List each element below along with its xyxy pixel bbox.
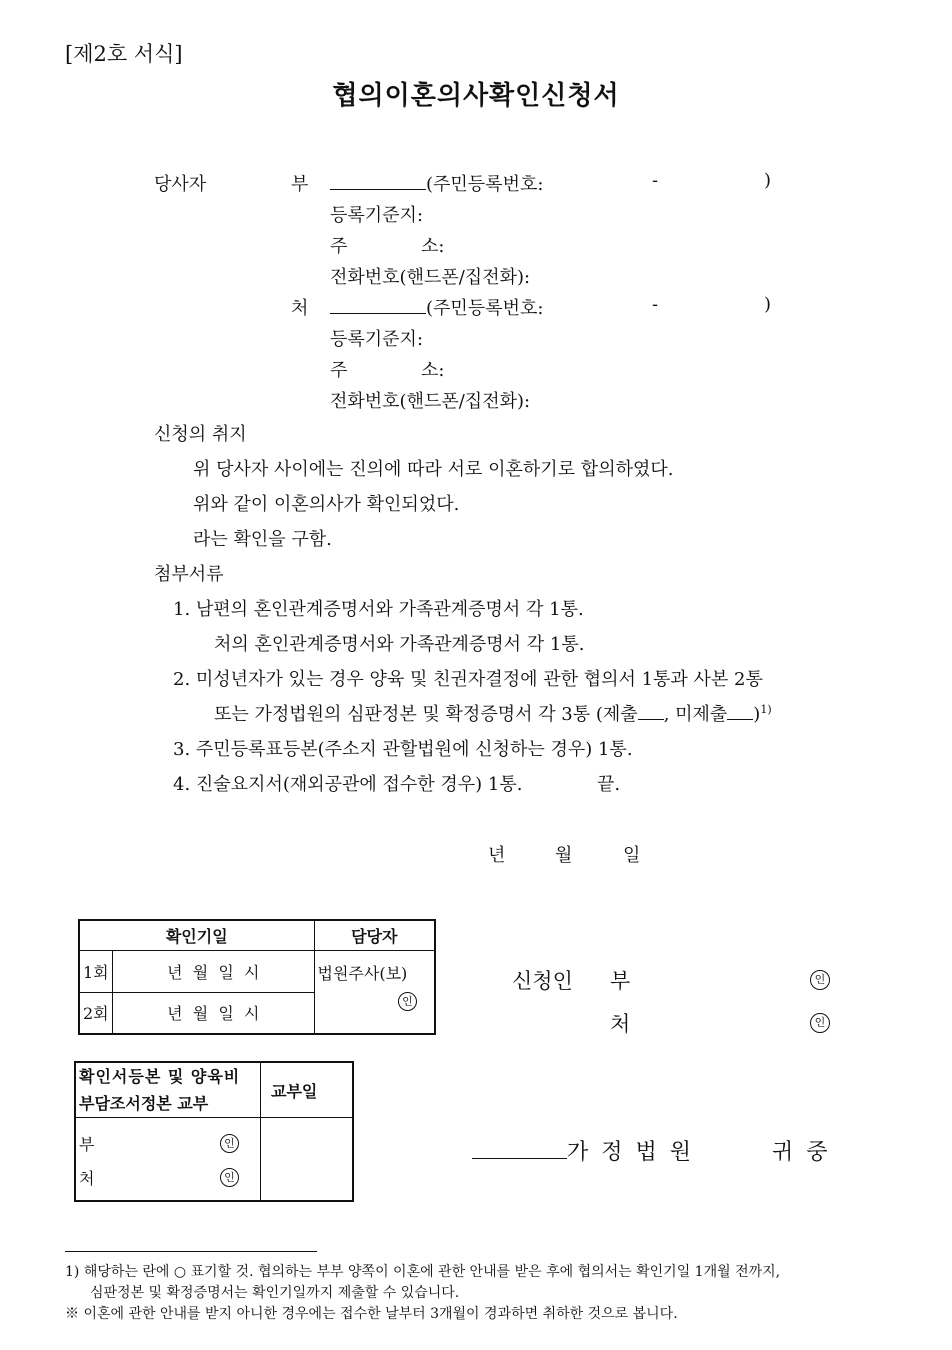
issue-wife-label: 처 xyxy=(79,1168,95,1188)
footnote-divider xyxy=(65,1251,317,1252)
court-honorific: 귀 중 xyxy=(772,1140,831,1165)
purpose-line-3: 라는 확인을 구함. xyxy=(193,529,332,550)
footnote-ref: 1) xyxy=(760,703,772,716)
officer-cell xyxy=(314,951,435,1034)
husband-domicile-label: 등록기준지: xyxy=(330,205,424,226)
issue-recipients-cell xyxy=(75,1118,261,1202)
husband-phone-label: 전화번호(핸드폰/집전화): xyxy=(330,267,531,288)
wife-role: 처 xyxy=(291,298,309,319)
row-2-datetime[interactable]: 년 월 일 시 xyxy=(113,992,315,1034)
applicant-husband-seal-icon: 인 xyxy=(810,970,830,990)
purpose-line-2: 위와 같이 이혼의사가 확인되었다. xyxy=(193,494,460,515)
form-number: [제2호 서식] xyxy=(65,42,183,66)
husband-name-row xyxy=(330,170,543,196)
wife-id-dash: - xyxy=(652,294,659,315)
wife-domicile-label: 등록기준지: xyxy=(330,329,424,350)
attachment-2-text-c: ) xyxy=(753,704,761,725)
attachments-heading: 첨부서류 xyxy=(154,564,224,585)
attachment-1-line-2: 처의 혼인관계증명서와 가족관계증명서 각 1통. xyxy=(214,634,585,655)
issue-table xyxy=(74,1061,354,1202)
date-day: 일 xyxy=(623,845,641,866)
not-submitted-check-field[interactable] xyxy=(727,709,753,720)
footnote-1-line-1: 1) 해당하는 란에 ○ 표기할 것. 협의하는 부부 양쪽이 이혼에 관한 안내를 받은 후에 협의서는 확인기일 1개월 전까지, xyxy=(65,1264,781,1280)
husband-id-label: (주민등록번호: xyxy=(426,174,544,195)
wife-address-label-a: 주 xyxy=(330,360,348,381)
confirm-date-table xyxy=(78,919,436,1035)
footnote-2: ※ 이혼에 관한 안내를 받지 아니한 경우에는 접수한 날부터 3개월이 경과하면 취하한 것으로 봅니다. xyxy=(65,1306,678,1322)
applicant-husband: 부 xyxy=(610,969,631,993)
husband-address-label-b: 소: xyxy=(421,236,445,257)
end-mark: 끝. xyxy=(597,774,621,795)
officer-header: 담당자 xyxy=(314,920,435,951)
wife-id-close: ) xyxy=(764,294,772,315)
attachment-2-line-1: 2. 미성년자가 있는 경우 양육 및 친권자결정에 관한 협의서 1통과 사본 2통 xyxy=(173,669,763,690)
husband-id-dash: - xyxy=(652,170,659,191)
wife-address-label-b: 소: xyxy=(421,360,445,381)
submitted-check-field[interactable] xyxy=(638,709,664,720)
court-line xyxy=(472,1135,694,1166)
issue-wife-seal-icon: 인 xyxy=(220,1168,239,1187)
wife-name-row xyxy=(330,294,543,320)
purpose-heading: 신청의 취지 xyxy=(154,424,247,445)
date-month: 월 xyxy=(555,845,573,866)
attachment-3: 3. 주민등록표등본(주소지 관할법원에 신청하는 경우) 1통. xyxy=(173,739,633,760)
page-title: 협의이혼의사확인신청서 xyxy=(332,81,620,111)
row-2-number: 2회 xyxy=(79,992,113,1034)
issue-header-line-1: 확인서등본 및 양육비 xyxy=(79,1067,241,1086)
issue-husband-seal-icon: 인 xyxy=(220,1134,239,1153)
husband-role: 부 xyxy=(291,174,309,195)
court-name-field[interactable] xyxy=(472,1140,567,1159)
attachment-1-line-1: 1. 남편의 혼인관계증명서와 가족관계증명서 각 1통. xyxy=(173,599,584,620)
court-name: 가 정 법 원 xyxy=(567,1140,694,1165)
husband-name-field[interactable] xyxy=(330,175,426,190)
wife-id-label: (주민등록번호: xyxy=(426,298,544,319)
husband-id-close: ) xyxy=(764,170,772,191)
attachment-2-text-b: , 미제출 xyxy=(663,704,728,725)
officer-title: 법원주사(보) xyxy=(317,964,408,984)
issue-date-header: 교부일 xyxy=(261,1062,354,1118)
purpose-line-1: 위 당사자 사이에는 진의에 따라 서로 이혼하기로 합의하였다. xyxy=(193,459,674,480)
husband-address-label-a: 주 xyxy=(330,236,348,257)
attachment-2-text-a: 또는 가정법원의 심판정본 및 확정증명서 각 3통 (제출 xyxy=(214,704,638,725)
issue-header-line-2: 부담조서정본 교부 xyxy=(79,1094,209,1113)
applicant-wife-seal-icon: 인 xyxy=(810,1013,830,1033)
attachment-4: 4. 진술요지서(재외공관에 접수한 경우) 1통. xyxy=(173,774,523,795)
officer-seal-icon: 인 xyxy=(398,992,417,1011)
applicant-wife: 처 xyxy=(610,1012,631,1036)
issue-header xyxy=(75,1062,261,1118)
row-1-number: 1회 xyxy=(79,951,113,993)
applicant-label: 신청인 xyxy=(512,969,573,993)
footnote-1-line-2: 심판정본 및 확정증명서는 확인기일까지 제출할 수 있습니다. xyxy=(90,1285,460,1301)
date-year: 년 xyxy=(488,845,506,866)
wife-phone-label: 전화번호(핸드폰/집전화): xyxy=(330,391,531,412)
confirm-date-header: 확인기일 xyxy=(79,920,314,951)
attachment-2-line-2 xyxy=(214,700,772,726)
row-1-datetime[interactable]: 년 월 일 시 xyxy=(113,951,315,993)
parties-label: 당사자 xyxy=(154,174,207,195)
issue-date-cell[interactable] xyxy=(261,1118,354,1202)
issue-husband-label: 부 xyxy=(79,1134,95,1154)
wife-name-field[interactable] xyxy=(330,299,426,314)
